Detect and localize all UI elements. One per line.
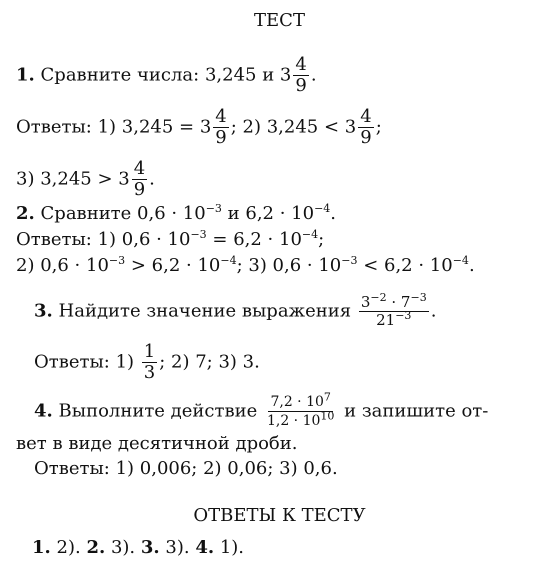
question-2: 2. Сравните $0,6 \cdot 10^{-3}$ и $6,2 \cdot 10^{-4}$.	[16, 202, 337, 224]
question-1: 1. Сравните числа: 3,245 и 3 $\frac{4}{9}$ .	[16, 54, 317, 96]
question-number: 2.	[16, 203, 35, 224]
question-text: Сравните числа: 3,245 и 3	[40, 64, 292, 86]
question-4-line-2: вет в виде десятичной дроби.	[16, 433, 298, 454]
fraction: $\frac{3^{-2} \cdot 7^{-3}}{21^{-3}}$	[360, 291, 427, 329]
question-4: 4. Выполните действие $\frac{7,2 \cdot 10^7}{1,2 \cdot 10^{10}}$ и запишите от-	[34, 390, 489, 429]
answers-heading: ОТВЕТЫ К ТЕСТУ	[193, 505, 366, 526]
question-number: 3.	[34, 300, 53, 322]
question-3: 3. Найдите значение выражения $\frac{3^{-2} \cdot 7^{-3}}{21^{-3}}$ .	[34, 291, 437, 329]
fraction: $\frac{4}{9}$	[215, 106, 227, 148]
answer-key: 1. 2). 2. 3). 3. 3). 4. 1).	[32, 537, 245, 558]
question-4-answers: Ответы: 1) 0,006; 2) 0,06; 3) 0,6.	[34, 458, 338, 479]
question-1-answers: Ответы: 1) 3,245 = 3 $\frac{4}{9}$ ; 2) 3,245 < 3 $\frac{4}{9}$ ;	[16, 106, 382, 148]
fraction: $\frac{1}{3}$	[143, 341, 156, 383]
fraction: $\frac{4}{9}$	[133, 158, 146, 200]
question-3-answers: Ответы: 1) $\frac{1}{3}$ ; 2) 7; 3) 3.	[34, 341, 260, 383]
fraction: $\frac{4}{9}$	[295, 54, 307, 96]
fraction: $\frac{4}{9}$	[360, 106, 372, 148]
question-2-answers-line-1: Ответы: 1) $0,6 \cdot 10^{-3} = 6,2 \cdot 10^{-4}$;	[16, 228, 325, 250]
fraction: $\frac{7,2 \cdot 10^7}{1,2 \cdot 10^{10}}$	[266, 390, 335, 429]
question-1-answer-3: 3) 3,245 > 3 $\frac{4}{9}$ .	[16, 158, 155, 200]
question-number: 1.	[16, 64, 35, 86]
question-2-answers-line-2: 2) $0,6 \cdot 10^{-3} > 6,2 \cdot 10^{-4}$; 3) $0,6 \cdot 10^{-3} < 6,2 \cdot 10^{-4}$.	[16, 254, 475, 276]
question-number: 4.	[34, 400, 53, 422]
page-title: ТЕСТ	[254, 10, 305, 31]
